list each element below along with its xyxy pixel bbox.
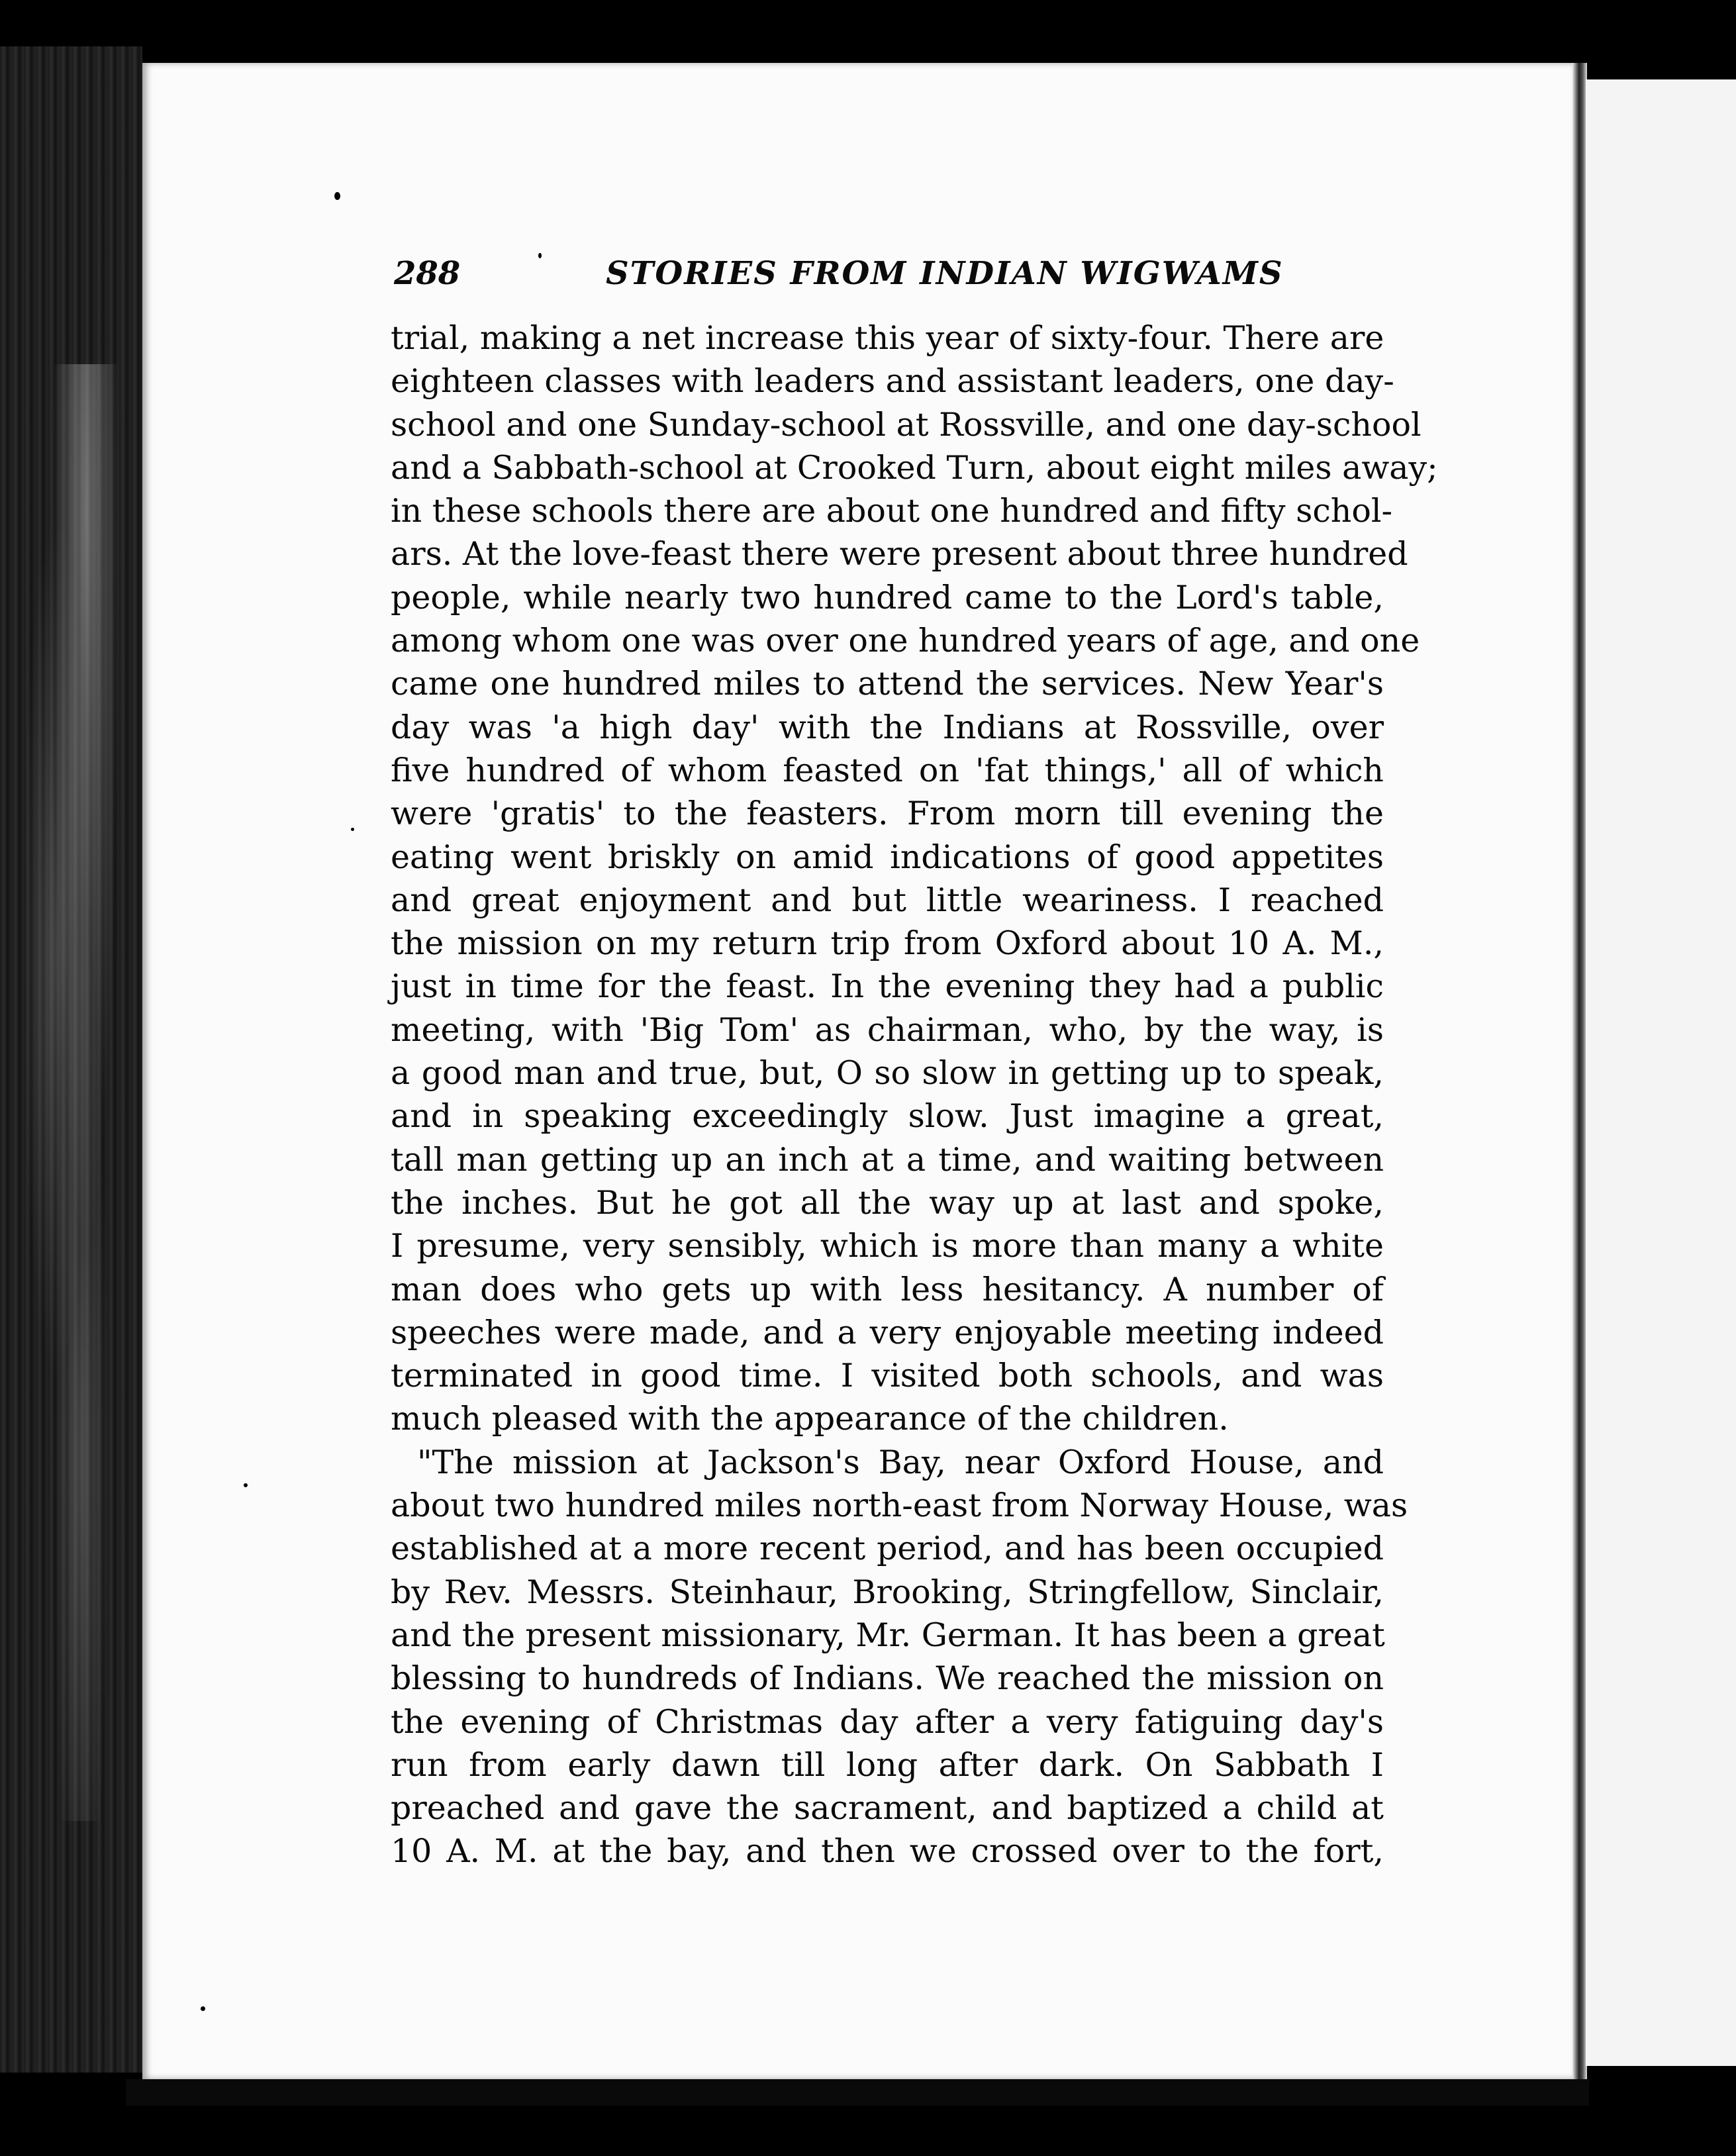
- scan-speck: [351, 828, 354, 831]
- text-line: run from early dawn till long after dark. On Sabbath I: [391, 1745, 1384, 1784]
- page-gutter: [1572, 63, 1587, 2079]
- text-line: established at a more recent period, and has been occupied: [391, 1530, 1384, 1568]
- page-bottom-edge: [126, 2079, 1589, 2106]
- text-line: among whom one was over one hundred years of age, and one: [391, 622, 1420, 660]
- text-line: just in time for the feast. In the evening they had a public: [391, 967, 1384, 1006]
- text-line: people, while nearly two hundred came to the Lord's table,: [391, 578, 1384, 616]
- text-line: and a Sabbath-school at Crooked Turn, about eight miles away;: [391, 448, 1438, 487]
- book-binding: [0, 46, 142, 2073]
- text-line: blessing to hundreds of Indians. We reached the mission on: [391, 1659, 1384, 1698]
- text-line: by Rev. Messrs. Steinhaur, Brooking, Stringfellow, Sinclair,: [391, 1573, 1384, 1611]
- text-line: school and one Sunday-school at Rossville, and one day-school: [391, 405, 1422, 444]
- body-text: [391, 317, 1438, 1873]
- text-line: I presume, very sensibly, which is more than many a white: [391, 1227, 1384, 1265]
- text-line: came one hundred miles to attend the services. New Year's: [391, 665, 1384, 703]
- text-line: five hundred of whom feasted on 'fat things,' all of which: [391, 751, 1384, 789]
- text-line: and the present missionary, Mr. German. It has been a great: [391, 1616, 1385, 1654]
- text-line: 10 A. M. at the bay, and then we crossed over to the fort,: [391, 1832, 1384, 1871]
- text-line: meeting, with 'Big Tom' as chairman, who, by the way, is: [391, 1010, 1384, 1049]
- text-line: ars. At the love-feast there were present about three hundred: [391, 535, 1408, 573]
- text-line: preached and gave the sacrament, and baptized a child at: [391, 1789, 1384, 1828]
- text-line: tall man getting up an inch at a time, and waiting between: [391, 1140, 1384, 1179]
- text-line: about two hundred miles north-east from Norway House, was: [391, 1487, 1408, 1525]
- running-title: STORIES FROM INDIAN WIGWAMS: [606, 255, 1284, 292]
- text-line: the evening of Christmas day after a very fatiguing day's: [391, 1702, 1384, 1741]
- binding-texture: [26, 364, 126, 1821]
- text-line: man does who gets up with less hesitancy. A number of: [391, 1270, 1384, 1308]
- scan-speck: [201, 2006, 205, 2011]
- page-number: 288: [394, 255, 461, 292]
- text-line: and in speaking exceedingly slow. Just imagine a great,: [391, 1097, 1384, 1136]
- text-line: day was 'a high day' with the Indians at Rossville, over: [391, 708, 1384, 746]
- text-line: in these schools there are about one hundred and fifty schol-: [391, 492, 1393, 530]
- text-line: trial, making a net increase this year of sixty-four. There are: [391, 319, 1384, 357]
- text-line: a good man and true, but, O so slow in getting up to speak,: [391, 1054, 1384, 1093]
- scan-speck: [244, 1483, 248, 1487]
- next-page-edge: [1586, 79, 1736, 2066]
- text-line: the inches. But he got all the way up at last and spoke,: [391, 1183, 1384, 1222]
- text-line: speeches were made, and a very enjoyable meeting indeed: [391, 1313, 1384, 1351]
- text-line: terminated in good time. I visited both schools, and was: [391, 1357, 1384, 1395]
- text-line: the mission on my return trip from Oxford about 10 A. M.,: [391, 924, 1384, 963]
- paragraph-start-line: "The mission at Jackson's Bay, near Oxford House, and: [417, 1443, 1384, 1481]
- text-line: much pleased with the appearance of the children.: [391, 1400, 1229, 1438]
- text-line: were 'gratis' to the feasters. From morn till evening the: [391, 795, 1384, 833]
- scan-speck: [334, 192, 340, 200]
- text-line: eating went briskly on amid indications of good appetites: [391, 838, 1384, 876]
- running-header: [394, 250, 1387, 297]
- text-line: eighteen classes with leaders and assistant leaders, one day-: [391, 362, 1394, 401]
- text-line: and great enjoyment and but little weariness. I reached: [391, 881, 1384, 919]
